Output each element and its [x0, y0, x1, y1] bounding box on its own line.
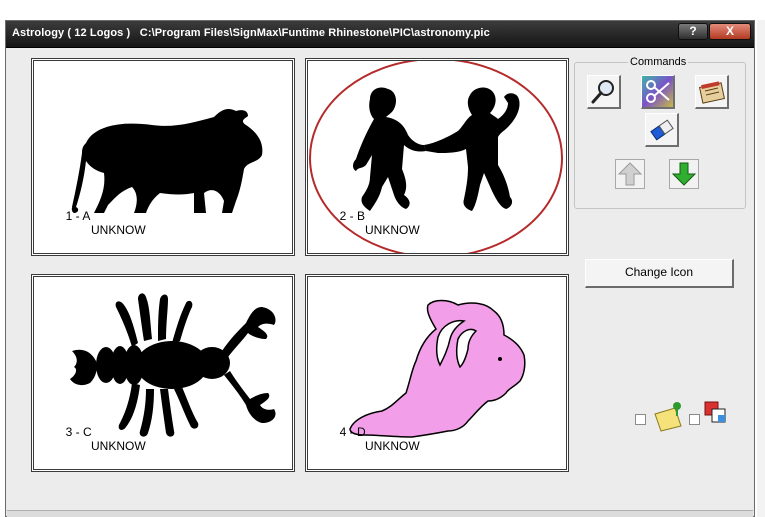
close-button[interactable]: X: [709, 23, 751, 40]
logo-cell-2[interactable]: [305, 58, 569, 256]
eraser-icon: [646, 114, 678, 146]
background-edge: [757, 20, 765, 517]
logo-status: UNKNOW: [91, 439, 146, 453]
help-button[interactable]: ?: [678, 23, 708, 40]
arrow-up-icon: [616, 160, 644, 188]
magnifier-button[interactable]: [587, 75, 621, 109]
window-title: Astrology ( 12 Logos ) C:\Program Files\SignMax\Funtime Rhinestone\PIC\astronomy.pic: [12, 27, 490, 39]
logo-status: UNKNOW: [365, 439, 420, 453]
logo-label-1: [39, 195, 146, 251]
logo-label-2: [313, 195, 420, 251]
logo-index: 2 - B: [339, 209, 366, 223]
title-bar[interactable]: [6, 21, 754, 48]
overlap-squares-icon: [703, 400, 729, 426]
logo-status: UNKNOW: [365, 223, 420, 237]
notepad-button[interactable]: [695, 75, 729, 109]
move-down-button[interactable]: [669, 159, 699, 189]
notepad-icon: [696, 76, 728, 108]
status-bar: [7, 510, 753, 517]
logo-label-3: [39, 411, 146, 467]
cut-button[interactable]: [641, 75, 675, 109]
option-checkbox-1[interactable]: [635, 414, 646, 425]
commands-group: [574, 56, 746, 209]
move-up-button[interactable]: [615, 159, 645, 189]
option-checkbox-2[interactable]: [689, 414, 700, 425]
commands-legend: Commands: [630, 56, 687, 68]
logo-cell-1[interactable]: [31, 58, 295, 256]
magnifier-icon: [588, 76, 620, 108]
change-icon-button[interactable]: Change Icon: [585, 259, 734, 288]
sticky-note-icon: [651, 400, 687, 432]
logo-index: 1 - A: [65, 209, 91, 223]
logo-label-4: [313, 411, 420, 467]
logo-status: UNKNOW: [91, 223, 146, 237]
eraser-button[interactable]: [645, 113, 679, 147]
logo-index: 3 - C: [65, 425, 92, 439]
scissors-icon: [642, 76, 674, 108]
astrology-window: [5, 20, 755, 517]
client-area: [7, 48, 753, 516]
logo-cell-3[interactable]: [31, 274, 295, 472]
logo-index: 4 - D: [339, 425, 366, 439]
arrow-down-icon: [670, 160, 698, 188]
logo-cell-4[interactable]: [305, 274, 569, 472]
